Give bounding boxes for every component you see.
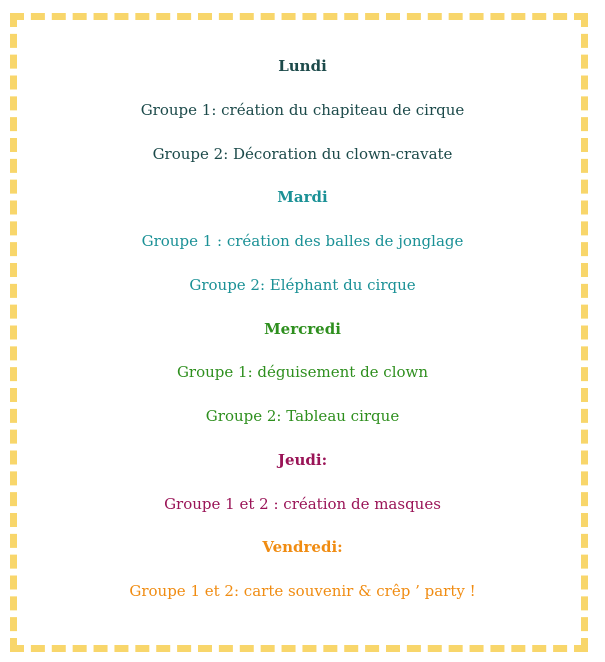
lundi-group-1: Groupe 1: création du chapiteau de cirque	[140, 101, 465, 119]
day-heading-mercredi: Mercredi	[264, 320, 341, 338]
day-heading-jeudi: Jeudi:	[277, 451, 328, 469]
mercredi-group-2: Groupe 2: Tableau cirque	[205, 407, 400, 425]
lundi-group-2: Groupe 2: Décoration du clown-cravate	[152, 145, 453, 163]
day-heading-vendredi: Vendredi:	[262, 538, 343, 556]
mardi-group-1: Groupe 1 : création des balles de jonglage	[141, 232, 464, 250]
mercredi-group-1: Groupe 1: déguisement de clown	[176, 363, 429, 381]
day-heading-mardi: Mardi	[277, 188, 328, 206]
vendredi-group-1-2: Groupe 1 et 2: carte souvenir & crêp ’ party !	[129, 582, 476, 600]
mardi-group-2: Groupe 2: Eléphant du cirque	[189, 276, 416, 294]
jeudi-group-1-2: Groupe 1 et 2 : création de masques	[164, 495, 441, 513]
day-heading-lundi: Lundi	[278, 57, 327, 75]
